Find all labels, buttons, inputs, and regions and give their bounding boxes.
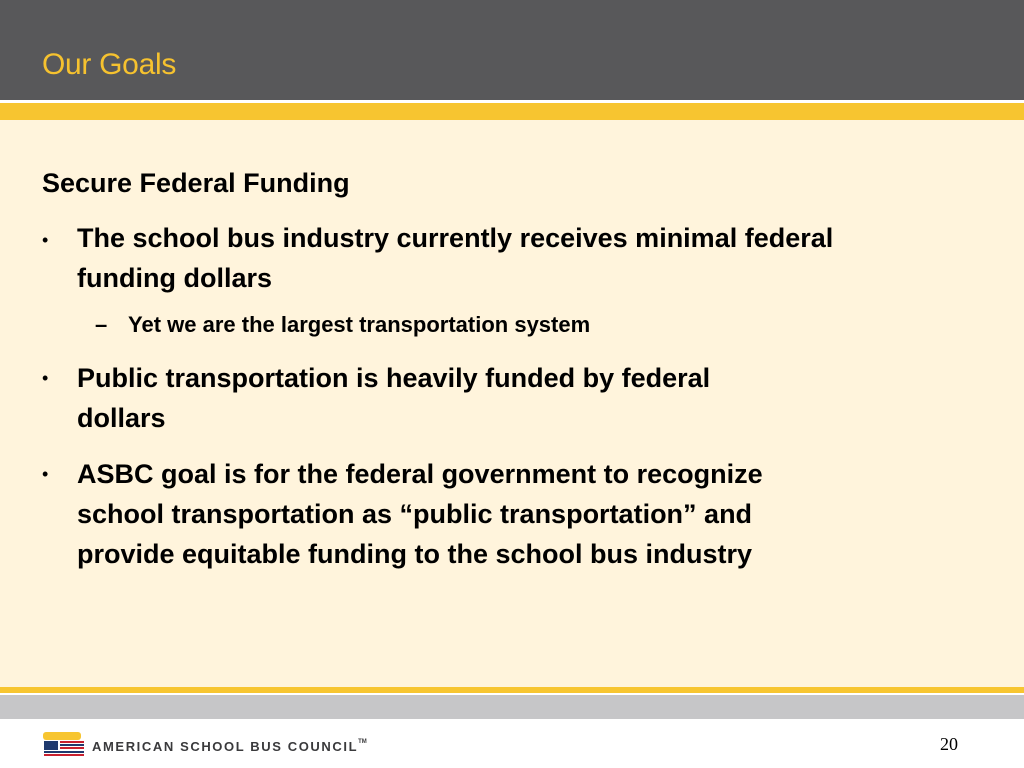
asbc-logo [40,730,380,760]
bottom-gray-band [0,695,1024,719]
sub-bullet-item: Yet we are the largest transportation system [128,312,591,337]
section-heading: Secure Federal Funding [42,168,350,198]
title-bar [0,0,1024,100]
bullet-item: The school bus industry currently receives minimal federal funding dollars [77,223,834,293]
slide-title: Our Goals [42,48,177,81]
bullet-item: Public transportation is heavily funded by federal dollars [77,363,711,433]
page-number: 20 [940,734,958,754]
top-gold-band [0,103,1024,120]
school-bus-flag-icon [40,730,86,758]
bullet-item: ASBC goal is for the federal government to recognize school transportation as “public transportation” and provide equitable funding to the school bus industry [77,459,763,569]
sub-bullet-marker: – [95,312,108,337]
bullet-marker: • [42,230,49,250]
bullet-marker: • [42,368,49,388]
bullet-marker: • [42,464,49,484]
logo-wordmark: AMERICAN SCHOOL BUS COUNCIL™ [92,739,367,754]
